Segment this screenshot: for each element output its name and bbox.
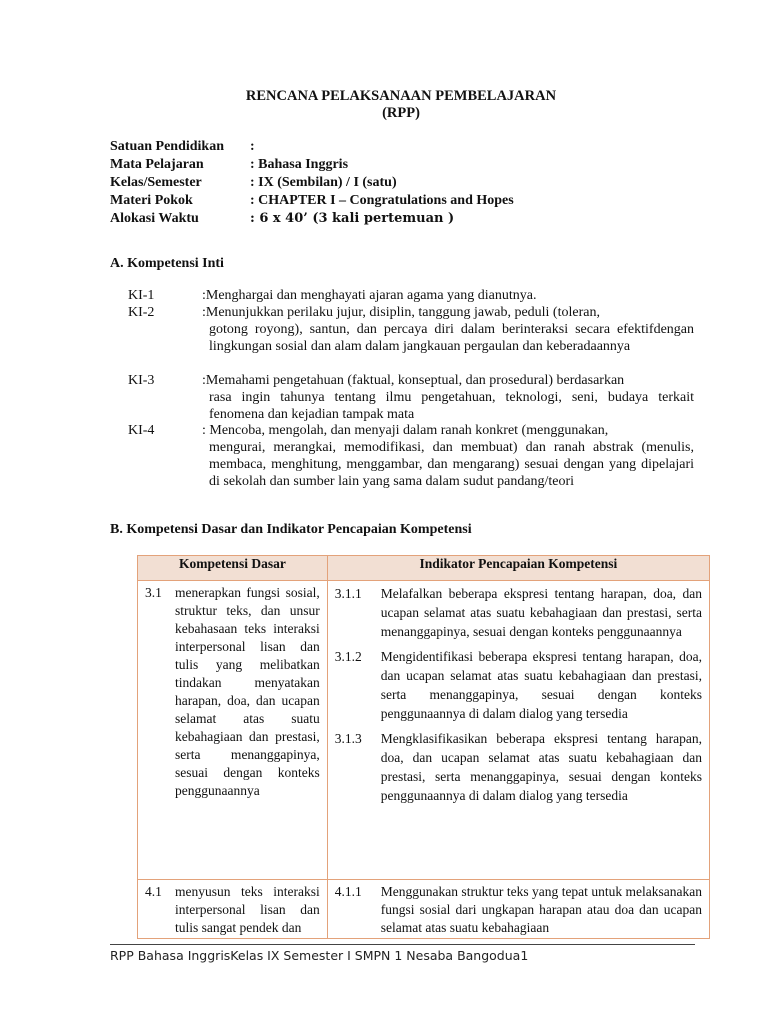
col-header-kompetensi-dasar: Kompetensi Dasar xyxy=(138,556,328,581)
ki-text-rest: rasa ingin tahunya tentang ilmu pengetahuan, teknologi, seni, budaya terkait fenomena dan kejadian tampak mata xyxy=(209,390,694,422)
table-header-row xyxy=(138,556,710,581)
indicator-text: Melafalkan beberapa ekspresi tentang harapan, doa, dan ucapan selamat atas suatu kebahagiaan dan prestasi, serta menanggapinya, sesuai dengan konteks penggunaannya xyxy=(380,586,702,639)
identity-label: Mata Pelajaran xyxy=(110,157,204,172)
indicator-number: 3.1.3 xyxy=(334,731,362,746)
col-header-indikator: Indikator Pencapaian Kompetensi xyxy=(327,556,709,581)
ki-text xyxy=(202,422,694,490)
ki-text-first: :Memahami pengetahuan (faktual, konseptual, dan prosedural) berdasarkan xyxy=(202,373,625,388)
indicator-cell xyxy=(327,880,709,939)
indicator-number: 3.1.2 xyxy=(334,649,362,664)
list-item xyxy=(335,729,702,805)
ki-code: KI-3 xyxy=(128,373,155,388)
page-footer: RPP Bahasa InggrisKelas IX Semester I SMPN 1 Nesaba Bangodua1 xyxy=(110,948,529,963)
identity-value: : CHAPTER I – Congratulations and Hopes xyxy=(250,193,514,208)
ki-text-rest: mengurai, merangkai, memodifikasi, dan membuat) dan ranah abstrak (menulis, membaca, menghitung, menggambar, dan mengarang) sesuai dengan yang dipelajari di sekolah dan sumber lain yang sama dalam sudut pandang/teori xyxy=(209,440,694,489)
list-item xyxy=(335,584,702,641)
identity-value: : IX (Sembilan) / I (satu) xyxy=(250,175,397,190)
indicator-number: 3.1.1 xyxy=(334,586,362,601)
kd-text: menerapkan fungsi sosial, struktur teks, dan unsur kebahasaan teks interaksi interpersonal lisan dan tulis yang melibatkan tindakan menyatakan harapan, doa, dan ucapan selamat atas suatu kebahagiaan dan prestasi, serta menanggapinya, sesuai dengan konteks penggunaannya xyxy=(175,585,320,798)
ki-text-rest: gotong royong), santun, dan percaya diri dalam berinteraksi secara efektifdengan lingkungan sosial dan alam dalam jangkauan pergaulan dan keberadaannya xyxy=(209,322,694,354)
ki-text xyxy=(202,287,694,304)
list-item xyxy=(335,883,702,937)
indicator-text: Mengidentifikasi beberapa ekspresi tentang harapan, doa, dan ucapan selamat atas suatu kebahagiaan dan prestasi, serta menanggapinya, sesuai dengan konteks penggunaannya di dalam dialog yang tersedia xyxy=(380,649,702,721)
identity-value: : Bahasa Inggris xyxy=(250,157,349,172)
indicator-cell xyxy=(327,581,709,880)
ki-code: KI-1 xyxy=(128,288,155,303)
indicator-text: Mengklasifikasikan beberapa ekspresi tentang harapan, doa, dan ucapan selamat atas suatu kebahagiaan dan prestasi, serta menanggapinya, sesuai dengan konteks penggunaannya di dalam dialog yang tersedia xyxy=(380,731,702,803)
identity-row xyxy=(110,192,514,210)
kd-number: 3.1 xyxy=(145,585,162,600)
identity-label: Satuan Pendidikan xyxy=(110,139,224,154)
identity-row xyxy=(110,138,514,156)
document-subtitle: (RPP) xyxy=(382,105,420,121)
section-b-heading: B. Kompetensi Dasar dan Indikator Pencapaian Kompetensi xyxy=(110,522,472,537)
indicator-list xyxy=(329,881,708,937)
identity-label: Alokasi Waktu xyxy=(110,211,199,226)
ki-text-first: :Menunjukkan perilaku jujur, disiplin, tanggung jawab, peduli (toleran, xyxy=(202,305,600,320)
section-a-heading: A. Kompetensi Inti xyxy=(110,256,224,271)
identity-label: Kelas/Semester xyxy=(110,175,202,190)
ki-code: KI-2 xyxy=(128,305,155,320)
ki-text xyxy=(202,372,694,423)
footer-divider xyxy=(110,944,695,945)
kd-number: 4.1 xyxy=(145,884,162,899)
ki-code: KI-4 xyxy=(128,423,155,438)
ki-text xyxy=(202,304,694,355)
ki-text-first: :Menghargai dan menghayati ajaran agama yang dianutnya. xyxy=(202,288,537,303)
identity-value: : xyxy=(250,139,255,154)
indicator-number: 4.1.1 xyxy=(334,884,362,899)
identity-label: Materi Pokok xyxy=(110,193,193,208)
list-item xyxy=(335,647,702,723)
kd-cell-content xyxy=(139,582,326,800)
kd-cell-content xyxy=(139,881,326,937)
ki-text-first: : Mencoba, mengolah, dan menyaji dalam ranah konkret (menggunakan, xyxy=(202,423,609,438)
identity-row xyxy=(110,210,514,228)
competency-table xyxy=(137,555,710,939)
indicator-text: Menggunakan struktur teks yang tepat untuk melaksanakan fungsi sosial dari ungkapan harapan atau doa dan ucapan selamat atas suatu kebahagiaan xyxy=(380,884,702,935)
identity-row xyxy=(110,174,514,192)
kd-cell xyxy=(138,581,328,880)
table-row xyxy=(138,880,710,939)
identity-value: : 6 x 40’ (3 kali pertemuan ) xyxy=(250,211,455,226)
identity-row xyxy=(110,156,514,174)
indicator-list xyxy=(329,582,708,805)
document-title: RENCANA PELAKSANAAN PEMBELAJARAN xyxy=(245,88,557,104)
identity-block xyxy=(110,138,514,228)
kd-cell xyxy=(138,880,328,939)
table-row xyxy=(138,581,710,880)
kd-text: menyusun teks interaksi interpersonal lisan dan tulis sangat pendek dan xyxy=(175,884,320,935)
